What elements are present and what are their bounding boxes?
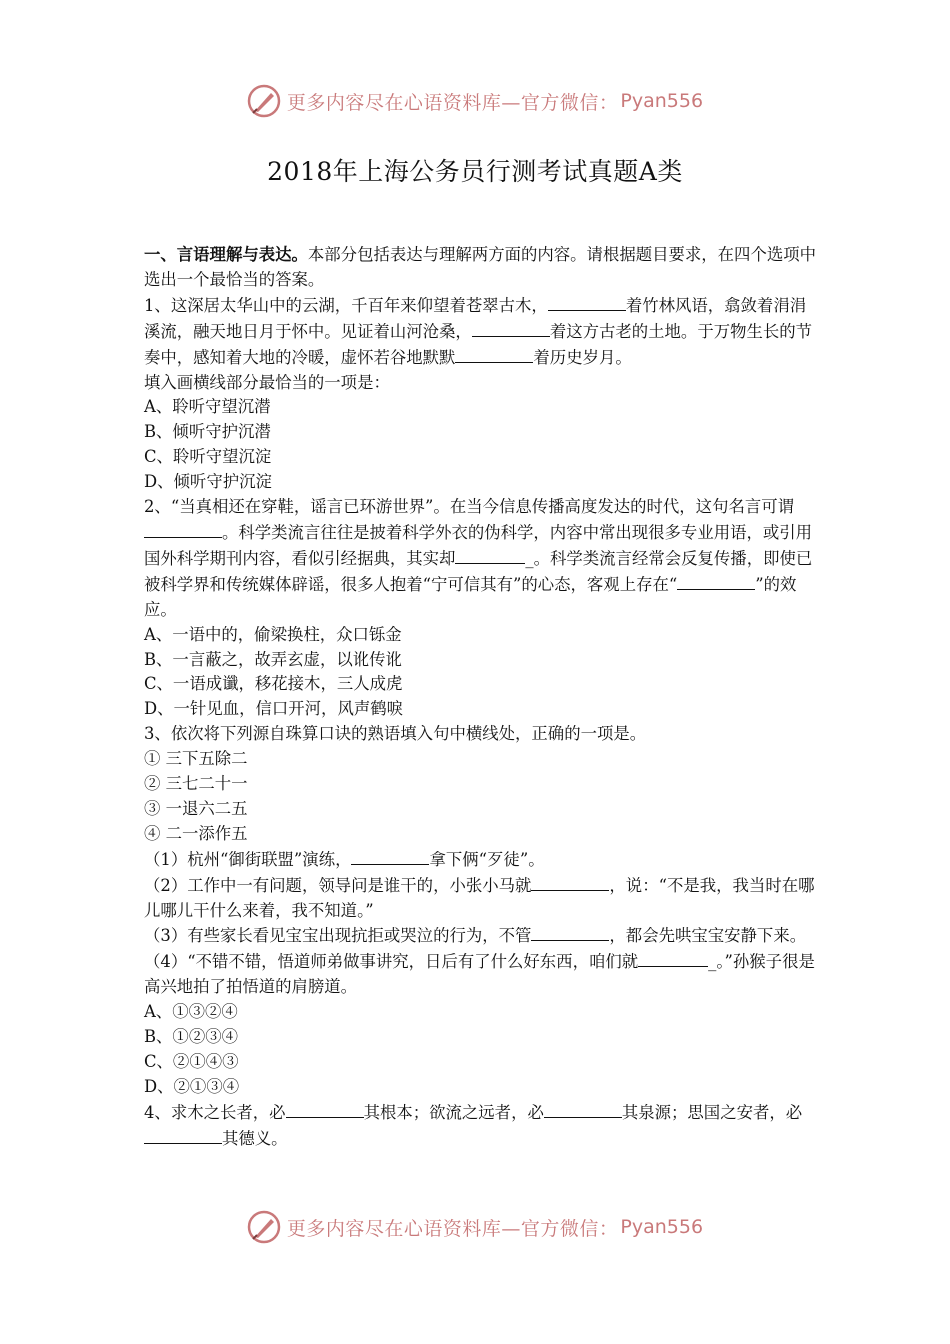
section-intro	[144, 243, 816, 293]
abacus-item-2: ② 三七二十一	[144, 774, 248, 794]
q1-text-1: 1、这深居太华山中的云湖，千百年来仰望着苍翠古木，	[144, 295, 548, 315]
q2-text-2: 。科学类流言往往是披着科学外衣的伪科学，内容中常出现很多专业用语，或引用国外科学期刊内容，看似引经据典，其实却	[144, 522, 813, 568]
q2-text-1: 2、“当真相还在穿鞋，谣言已环游世界”。在当今信息传播高度发达的时代，这句名言可谓	[144, 497, 795, 517]
q3-sentence-2	[144, 873, 816, 924]
option-a: A、①③②④	[144, 1002, 238, 1022]
question-4-stem	[144, 1100, 816, 1152]
q3-s2-text-a: （2）工作中一有问题，领导问是谁干的，小张小马就	[144, 875, 532, 895]
q4-text-1: 4、求木之长者，必	[144, 1102, 286, 1122]
q3-s1-text-a: （1）杭州“御街联盟”演练，	[144, 849, 352, 869]
option-a: A、一语中的，偷梁换柱，众口铄金	[144, 624, 402, 644]
fill-blank	[638, 949, 708, 967]
q3-s4-text-a: （4）“不错不错，悟道师弟做事讲究，日后有了什么好东西，咱们就	[144, 952, 639, 972]
fill-blank	[531, 873, 609, 891]
abacus-item-1: ① 三下五除二	[144, 749, 248, 769]
option-b: B、一言蔽之，故弄玄虚，以讹传讹	[144, 649, 402, 669]
page-title: 2018年上海公务员行测考试真题A类	[267, 157, 683, 186]
watermark-banner-top	[0, 84, 950, 118]
option-d: D、倾听守护沉淀	[144, 472, 272, 492]
section-intro-text: 本部分包括表达与理解两方面的内容。请根据题目要求，在四个选项中选出一个最恰当的答案。	[144, 245, 817, 289]
option-b: B、倾听守护沉潜	[144, 422, 271, 442]
q3-sentence-4	[144, 949, 816, 1000]
option-a: A、聆听守望沉潜	[144, 397, 271, 417]
q4-text-3: 其泉源；思国之安者，必	[621, 1102, 803, 1122]
fill-blank	[144, 1126, 222, 1144]
q3-s1-text-b: 拿下俩“歹徒”。	[429, 849, 545, 869]
q3-sentence-3	[144, 923, 816, 949]
abacus-item-3: ③ 一退六二五	[144, 798, 248, 818]
fill-blank	[677, 572, 755, 590]
fill-blank	[351, 847, 429, 865]
quill-logo-icon	[247, 1210, 281, 1244]
q4-text-4: 其德义。	[222, 1128, 288, 1148]
section-heading: 一、言语理解与表达。	[144, 245, 308, 264]
option-d: D、一针见血，信口开河，风声鹤唳	[144, 699, 403, 719]
q4-text-2: 其根本；欲流之远者，必	[363, 1102, 544, 1122]
fill-blank	[544, 1100, 622, 1118]
document-body	[144, 243, 816, 1152]
fill-blank	[455, 345, 533, 363]
quill-logo-icon	[247, 84, 281, 118]
q2-text-3: _。科学类流言经常会反复传播，即使已被科学界和传统媒体辟谣，很多人抱着“宁可信其有”的心态，客观上存在“	[144, 548, 813, 594]
q1-text-2: 着竹林风语，翕敛着涓涓溪流，融天地日月于怀中。见证着山河沧桑，	[144, 295, 807, 341]
q2-text-4: ”的效应。	[144, 574, 797, 619]
option-d: D、②①③④	[144, 1076, 240, 1096]
fill-blank	[548, 293, 626, 311]
question-1-stem	[144, 293, 816, 371]
q1-text-4: 着历史岁月。	[533, 347, 632, 367]
watermark-wechat-id: Pyan556	[620, 1216, 704, 1238]
fill-blank	[286, 1100, 364, 1118]
question-3-stem: 3、依次将下列源自珠算口诀的熟语填入句中横线处，正确的一项是。	[144, 724, 647, 744]
fill-blank	[455, 546, 525, 564]
option-c: C、聆听守望沉淀	[144, 447, 272, 467]
watermark-banner-bottom	[0, 1210, 950, 1244]
q3-s4-text-b: _。”孙猴子很是高兴地拍了拍悟道的肩膀道。	[144, 952, 815, 997]
watermark-wechat-id: Pyan556	[620, 90, 704, 112]
q3-sentence-1	[144, 847, 816, 873]
q3-s3-text-b: ，都会先哄宝宝安静下来。	[609, 926, 807, 946]
option-b: B、①②③④	[144, 1027, 238, 1047]
question-1-prompt: 填入画横线部分最恰当的一项是：	[144, 372, 390, 392]
q1-text-3: 着这方古老的土地。于万物生长的节奏中，感知着大地的冷暖，虚怀若谷地默默	[144, 321, 813, 367]
fill-blank	[472, 319, 550, 337]
question-2-stem	[144, 495, 816, 623]
q3-s3-text-a: （3）有些家长看见宝宝出现抗拒或哭泣的行为，不管	[144, 926, 532, 946]
watermark-text: 更多内容尽在心语资料库—官方微信：	[286, 91, 619, 114]
fill-blank	[531, 923, 609, 941]
abacus-item-4: ④ 二一添作五	[144, 823, 248, 843]
watermark-text: 更多内容尽在心语资料库—官方微信：	[286, 1217, 619, 1240]
q3-s2-text-b: ，说：“不是我，我当时在哪儿哪儿干什么来着，我不知道。”	[144, 875, 815, 920]
option-c: C、②①④③	[144, 1052, 239, 1071]
fill-blank	[144, 520, 222, 538]
option-c: C、一语成谶，移花接木，三人成虎	[144, 674, 403, 694]
